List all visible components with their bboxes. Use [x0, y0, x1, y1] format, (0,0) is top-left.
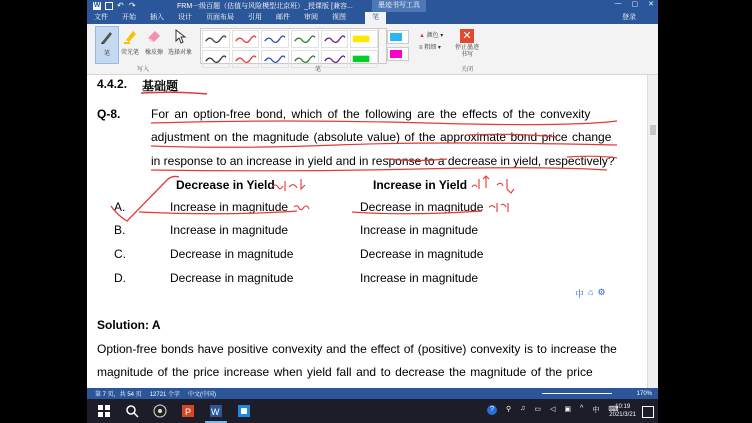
tab-mailings[interactable]: 邮件	[276, 14, 290, 21]
pen-gallery	[200, 28, 380, 64]
option-increase-yield-effect: Increase in magnitude	[360, 223, 479, 237]
language-indicator[interactable]: 中文(中国)	[188, 392, 217, 398]
highlighter-stroke-icon	[351, 31, 377, 47]
bell-icon[interactable]: ♫	[520, 405, 526, 412]
pen-swatch[interactable]	[291, 30, 319, 48]
ribbon	[87, 24, 658, 75]
section-title: 基础题	[142, 79, 179, 93]
display-icon[interactable]: ▣	[564, 406, 572, 413]
group-pens-label: 笔	[315, 67, 322, 73]
group-close-label: 关闭	[461, 67, 474, 73]
option-letter: B.	[114, 223, 126, 237]
thickness-dropdown[interactable]: ≡ 粗细 ▾	[419, 45, 441, 51]
group-write-label: 写入	[137, 67, 150, 73]
highlighter-stroke-icon	[390, 33, 402, 41]
app-icon[interactable]	[237, 404, 251, 418]
word-taskbar-icon[interactable]	[209, 404, 223, 418]
highlighter-swatch[interactable]	[350, 50, 378, 68]
option-decrease-yield-effect: Increase in magnitude	[170, 223, 289, 237]
word-count[interactable]: 12721 个字	[149, 392, 181, 398]
pen-button-label: 笔	[103, 51, 110, 57]
ink-home-icon[interactable]: ⌂	[588, 287, 594, 297]
svg-text:W: W	[211, 407, 220, 417]
battery-icon[interactable]: ▭	[534, 406, 542, 413]
highlighter-swatch[interactable]	[387, 47, 409, 61]
pen-stroke-icon	[262, 31, 288, 47]
pen-stroke-icon	[262, 51, 288, 67]
pen-swatch[interactable]	[261, 50, 289, 68]
section-number: 4.4.2.	[97, 77, 128, 91]
volume-icon[interactable]: ◁	[550, 406, 556, 413]
network-icon[interactable]: ⚲	[506, 406, 512, 413]
tab-view[interactable]: 视图	[332, 14, 346, 21]
redo-icon[interactable]: ↷	[129, 1, 136, 10]
color-dropdown[interactable]: ▲ 颜色 ▾	[419, 33, 444, 39]
clock-time: 10:19	[615, 404, 631, 410]
tab-review[interactable]: 审阅	[304, 14, 318, 21]
status-bar	[87, 388, 658, 399]
powerpoint-icon[interactable]	[181, 404, 195, 418]
start-icon[interactable]	[97, 404, 111, 418]
column-header-increase-yield: Increase in Yield	[373, 178, 468, 192]
tab-file[interactable]: 文件	[87, 12, 115, 24]
pen-stroke-icon	[203, 51, 229, 67]
word-window	[87, 0, 658, 423]
clock[interactable]	[609, 403, 636, 419]
option-letter: C.	[114, 247, 126, 261]
option-decrease-yield-effect: Decrease in magnitude	[170, 271, 294, 285]
zoom-level[interactable]: 170%	[636, 390, 652, 397]
window-controls	[615, 0, 655, 8]
clock-date: 2021/3/21	[609, 412, 636, 418]
close-button[interactable]: ✕	[648, 1, 654, 8]
select-cursor-icon	[172, 28, 188, 44]
taskbar	[87, 399, 658, 423]
eraser-icon	[146, 28, 162, 44]
pen-stroke-icon	[292, 31, 318, 47]
title-bar	[87, 0, 658, 12]
solution-line: magnitude of the price increase when yield fall and to decrease the magnitude of the price	[97, 365, 593, 379]
option-letter: A.	[114, 200, 126, 214]
pen-stroke-icon	[322, 31, 348, 47]
pen-button[interactable]	[95, 26, 119, 64]
select-objects-label: 选择对象	[167, 50, 192, 56]
pen-stroke-icon	[203, 31, 229, 47]
svg-text:P: P	[185, 407, 192, 417]
login-link[interactable]: 登录	[622, 14, 636, 21]
highlighter-stroke-icon	[390, 50, 402, 58]
question-id: Q-8.	[97, 107, 121, 121]
help-icon[interactable]: ?	[487, 405, 497, 415]
option-decrease-yield-effect: Decrease in magnitude	[170, 247, 294, 261]
highlighter-button[interactable]	[119, 26, 141, 62]
option-increase-yield-effect: Decrease in magnitude	[360, 200, 484, 214]
tab-insert[interactable]: 插入	[150, 14, 164, 21]
tab-layout[interactable]: 页面布局	[206, 14, 234, 21]
pen-swatch[interactable]	[202, 30, 230, 48]
tab-references[interactable]: 引用	[248, 14, 262, 21]
system-tray	[487, 405, 618, 415]
obs-icon[interactable]	[153, 404, 167, 418]
pen-swatch[interactable]	[232, 30, 260, 48]
window-title: FRM一级百题（估值与风险模型北京班）_授课版 [兼容...	[177, 3, 353, 10]
highlighter-swatch[interactable]	[350, 30, 378, 48]
minimize-button[interactable]: —	[614, 0, 622, 7]
option-letter: D.	[114, 271, 126, 285]
column-header-decrease-yield: Decrease in Yield	[176, 178, 275, 192]
eraser-button[interactable]	[143, 26, 165, 62]
ribbon-tabs	[87, 12, 658, 24]
ink-mini-toolbar	[575, 287, 606, 300]
page-counter[interactable]: 第 7 页，共 54 页	[95, 392, 142, 398]
tab-design[interactable]: 设计	[178, 14, 192, 21]
question-line: in response to an increase in yield and in response to a decrease in yield, respectively?	[151, 154, 615, 168]
highlighter-swatch[interactable]	[387, 30, 409, 44]
tab-home[interactable]: 开始	[122, 14, 136, 21]
eraser-button-label: 橡皮擦	[144, 50, 163, 56]
pen-swatch[interactable]	[261, 30, 289, 48]
stop-inking-button[interactable]	[452, 26, 482, 59]
highlighter-icon	[122, 28, 138, 44]
stop-inking-icon: ✕	[460, 29, 474, 43]
pen-swatch[interactable]	[321, 30, 349, 48]
solution-line: Option-free bonds have positive convexity and the effect of (positive) convexity is to increase the	[97, 342, 617, 356]
option-decrease-yield-effect: Increase in magnitude	[170, 200, 289, 214]
solution-label: Solution: A	[97, 318, 161, 332]
document-page[interactable]	[87, 75, 647, 388]
question-line: For an option-free bond, which of the following are the effects of the convexity	[151, 107, 591, 121]
scrollbar-thumb[interactable]	[650, 125, 656, 135]
quick-access-toolbar	[93, 2, 137, 10]
context-tab-label: 墨迹书写工具	[372, 0, 426, 12]
ime-indicator[interactable]: 中	[592, 407, 600, 414]
pen-stroke-icon	[322, 51, 348, 67]
pen-swatch[interactable]	[321, 50, 349, 68]
ink-settings-icon[interactable]: ⚙	[597, 287, 606, 297]
pen-gallery-scroll[interactable]	[378, 28, 387, 64]
option-increase-yield-effect: Decrease in magnitude	[360, 247, 484, 261]
option-increase-yield-effect: Increase in magnitude	[360, 271, 479, 285]
vertical-scrollbar[interactable]	[647, 75, 658, 388]
keyboard-icon[interactable]: ⌨	[608, 406, 619, 413]
thickness-label: 粗细	[424, 45, 437, 51]
chevron-up-icon[interactable]: ^	[580, 405, 584, 412]
pen-stroke-icon	[292, 51, 318, 67]
notification-icon[interactable]	[642, 406, 654, 418]
highlighter-button-label: 荧光笔	[120, 50, 139, 56]
maximize-button[interactable]: ▢	[631, 1, 639, 8]
question-line: adjustment on the magnitude (absolute value) of the approximate bond price change	[151, 130, 612, 144]
select-objects-button[interactable]	[167, 26, 193, 62]
pen-icon	[99, 29, 115, 45]
highlighter-stroke-icon	[351, 51, 377, 67]
undo-icon[interactable]: ↶	[117, 1, 124, 10]
zoom-slider[interactable]	[542, 393, 612, 394]
pen-swatch[interactable]	[202, 50, 230, 68]
thickness-icon: ≡	[419, 45, 423, 51]
word-logo-icon: W	[93, 2, 101, 9]
pen-stroke-icon	[233, 51, 259, 67]
tab-pen[interactable]: 笔	[365, 12, 386, 24]
search-icon[interactable]	[125, 404, 139, 418]
pen-stroke-icon	[233, 31, 259, 47]
ink-lang-button[interactable]: 中	[575, 289, 585, 299]
pen-swatch[interactable]	[232, 50, 260, 68]
color-icon: ▲	[419, 33, 425, 39]
save-icon[interactable]	[105, 2, 113, 10]
stop-inking-label: 停止墨迹书写	[454, 45, 479, 58]
color-label: 颜色	[426, 33, 439, 39]
